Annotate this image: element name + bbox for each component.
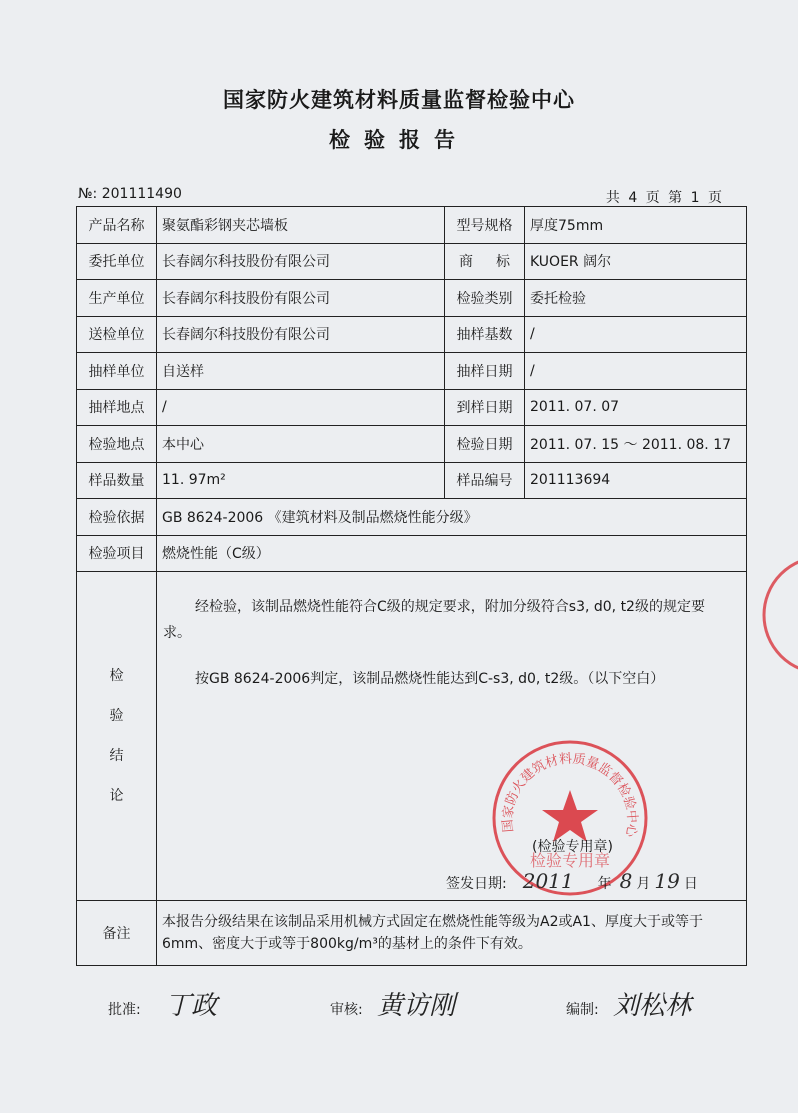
seal-ring-text: 国家防火建筑材料质量监督检验中心	[500, 751, 640, 839]
remarks-label: 备注	[77, 900, 157, 965]
product-name-value: 聚氨酯彩钢夹芯墙板	[157, 207, 445, 244]
table-row	[77, 462, 747, 499]
remarks-text: 本报告分级结果在该制品采用机械方式固定在燃烧性能等级为A2或A1、厚度大于或等于6mm、密度大于或等于800kg/m³的基材上的条件下有效。	[157, 900, 747, 965]
item-label: 检验项目	[77, 535, 157, 572]
conclusion-label-char: 验	[109, 708, 124, 725]
report-title: 检验报告	[329, 128, 469, 152]
conclusion-label-char: 结	[109, 748, 124, 765]
day-unit: 日	[683, 876, 698, 892]
sampling-date-label: 抽样日期	[445, 353, 525, 390]
issue-year: 2011	[522, 869, 574, 893]
center-title: 国家防火建筑材料质量监督检验中心	[223, 88, 575, 112]
client-value: 长春阔尔科技股份有限公司	[157, 243, 445, 280]
sampling-date-value: /	[525, 353, 747, 390]
month-unit: 月	[636, 876, 651, 892]
manufacturer-value: 长春阔尔科技股份有限公司	[157, 280, 445, 317]
table-row	[77, 389, 747, 426]
sampling-place-label: 抽样地点	[77, 389, 157, 426]
conclusion-text	[163, 594, 728, 692]
client-label: 委托单位	[77, 243, 157, 280]
issue-day: 19	[654, 869, 680, 893]
inspection-place-label: 检验地点	[77, 426, 157, 463]
approve-signature: 丁政	[165, 991, 218, 1021]
remarks-row	[77, 900, 747, 965]
sampler-value: 自送样	[157, 353, 445, 390]
issue-month: 8	[619, 869, 633, 893]
inspection-type-value: 委托检验	[525, 280, 747, 317]
conclusion-paragraph-2: 按GB 8624-2006判定，该制品燃烧性能达到C-s3, d0, t2级。（以下空白）	[195, 671, 665, 688]
table-row	[77, 353, 747, 390]
sample-number-label: 样品编号	[445, 462, 525, 499]
manufacturer-label: 生产单位	[77, 280, 157, 317]
basis-value: GB 8624-2006 《建筑材料及制品燃烧性能分级》	[157, 499, 747, 536]
inspection-type-label: 检验类别	[445, 280, 525, 317]
compile-label: 编制:	[566, 1002, 599, 1018]
page-info: 共 4 页 第 1 页	[605, 190, 722, 206]
sample-quantity-value: 11. 97m²	[157, 462, 445, 499]
model-spec-label: 型号规格	[445, 207, 525, 244]
conclusion-label-char: 检	[109, 668, 124, 685]
table-row	[77, 207, 747, 244]
item-value: 燃烧性能（C级）	[157, 535, 747, 572]
sample-quantity-label: 样品数量	[77, 462, 157, 499]
seal-bottom-text: 检验专用章	[529, 851, 611, 870]
sampler-label: 抽样单位	[77, 353, 157, 390]
inspection-place-value: 本中心	[157, 426, 445, 463]
compile-signature: 刘松林	[613, 991, 692, 1021]
conclusion-label-char: 论	[109, 788, 124, 805]
approve-field	[108, 985, 217, 1022]
arrival-date-label: 到样日期	[445, 389, 525, 426]
inspection-date-label: 检验日期	[445, 426, 525, 463]
review-label: 审核:	[330, 1002, 363, 1018]
edge-seal	[760, 545, 798, 685]
review-field	[330, 985, 455, 1022]
seal-note: (检验专用章)	[532, 839, 613, 855]
trademark-label: 商 标	[445, 243, 525, 280]
submitter-value: 长春阔尔科技股份有限公司	[157, 316, 445, 353]
submitter-label: 送检单位	[77, 316, 157, 353]
seal-star-icon	[542, 790, 598, 842]
product-name-label: 产品名称	[77, 207, 157, 244]
trademark-value: KUOER 阔尔	[525, 243, 747, 280]
sampling-base-label: 抽样基数	[445, 316, 525, 353]
table-row	[77, 243, 747, 280]
table-row	[77, 535, 747, 572]
conclusion-label	[77, 572, 157, 901]
review-signature: 黄访刚	[377, 991, 456, 1021]
sampling-base-value: /	[525, 316, 747, 353]
model-spec-value: 厚度75mm	[525, 207, 747, 244]
issue-date-label: 签发日期:	[446, 876, 507, 892]
sample-number-value: 201113694	[525, 462, 747, 499]
table-row	[77, 280, 747, 317]
table-row	[77, 426, 747, 463]
issue-date	[446, 869, 698, 893]
year-unit: 年	[597, 876, 612, 892]
conclusion-paragraph-1: 经检验，该制品燃烧性能符合C级的规定要求，附加分级符合s3, d0, t2级的规定要求。	[163, 599, 705, 642]
arrival-date-value: 2011. 07. 07	[525, 389, 747, 426]
approve-label: 批准:	[108, 1002, 141, 1018]
report-number: №: 201111490	[78, 186, 182, 202]
compile-field	[566, 985, 691, 1022]
table-row	[77, 499, 747, 536]
basis-label: 检验依据	[77, 499, 157, 536]
sampling-place-value: /	[157, 389, 445, 426]
table-row	[77, 316, 747, 353]
inspection-date-value: 2011. 07. 15 ～ 2011. 08. 17	[525, 426, 747, 463]
conclusion-cell	[157, 572, 747, 901]
